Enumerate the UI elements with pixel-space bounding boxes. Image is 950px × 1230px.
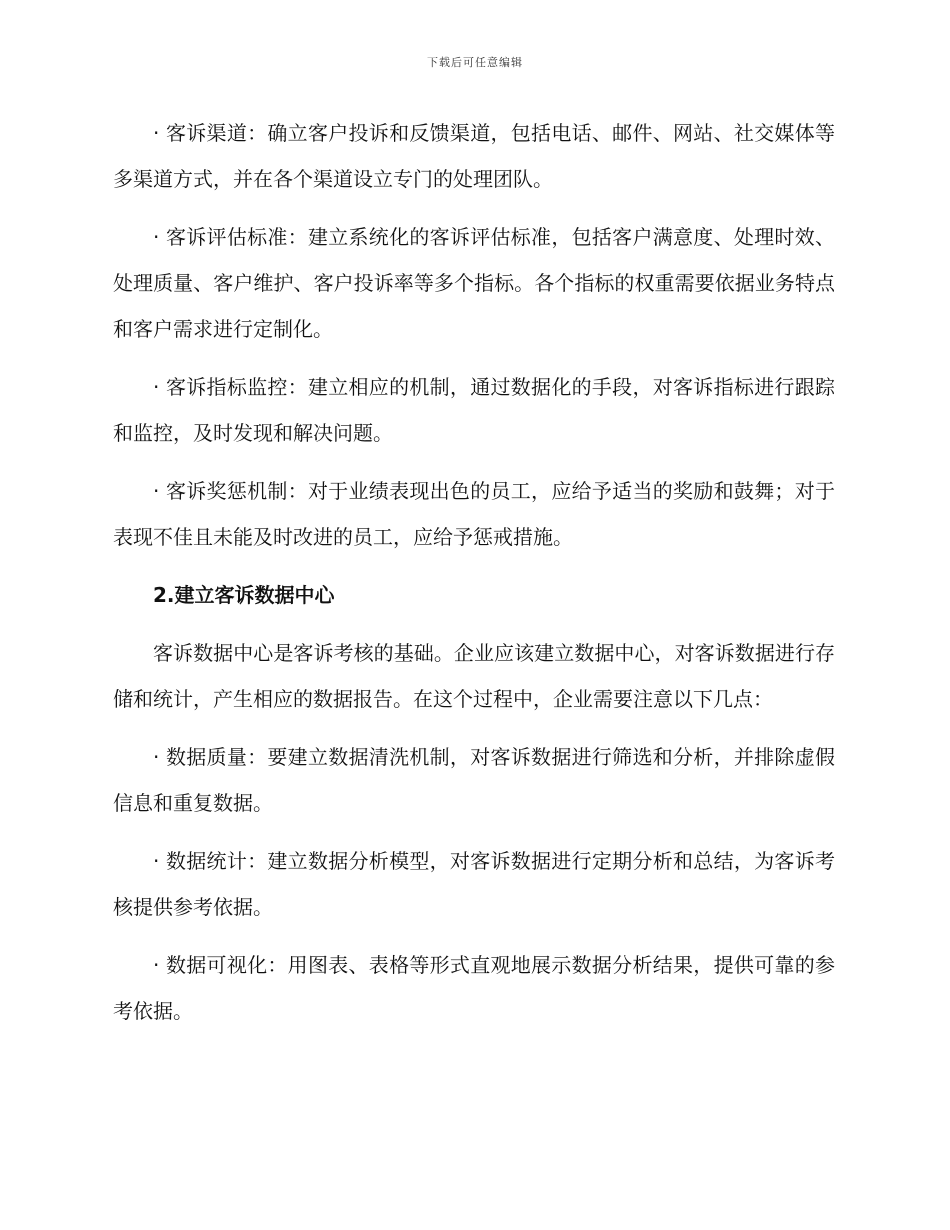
paragraph-data-center-intro: 客诉数据中心是客诉考核的基础。企业应该建立数据中心，对客诉数据进行存储和统计，产生相应的数据报告。在这个过程中，企业需要注意以下几点：: [113, 641, 835, 711]
section-heading-data-center: 2.建立客诉数据中心: [153, 583, 335, 607]
paragraph-reward-penalty: · 客诉奖惩机制：对于业绩表现出色的员工，应给予适当的奖励和鼓舞；对于表现不佳且未能及时改进的员工，应给予惩戒措施。: [113, 479, 835, 549]
header-note: 下载后可任意编辑: [427, 56, 523, 69]
paragraph-data-statistics: · 数据统计：建立数据分析模型，对客诉数据进行定期分析和总结，为客诉考核提供参考依据。: [113, 849, 835, 919]
paragraph-indicator-monitoring: · 客诉指标监控：建立相应的机制，通过数据化的手段，对客诉指标进行跟踪和监控，及时发现和解决问题。: [113, 375, 835, 445]
document-body: [113, 110, 835, 1046]
paragraph-data-quality: · 数据质量：要建立数据清洗机制，对客诉数据进行筛选和分析，并排除虚假信息和重复数据。: [113, 745, 835, 815]
paragraph-complaint-channels: · 客诉渠道：确立客户投诉和反馈渠道，包括电话、邮件、网站、社交媒体等多渠道方式，并在各个渠道设立专门的处理团队。: [113, 121, 835, 191]
paragraph-data-visualization: · 数据可视化：用图表、表格等形式直观地展示数据分析结果，提供可靠的参考依据。: [113, 953, 835, 1023]
paragraph-evaluation-standards: · 客诉评估标准：建立系统化的客诉评估标准，包括客户满意度、处理时效、处理质量、客户维护、客户投诉率等多个指标。各个指标的权重需要依据业务特点和客户需求进行定制化。: [113, 225, 835, 341]
